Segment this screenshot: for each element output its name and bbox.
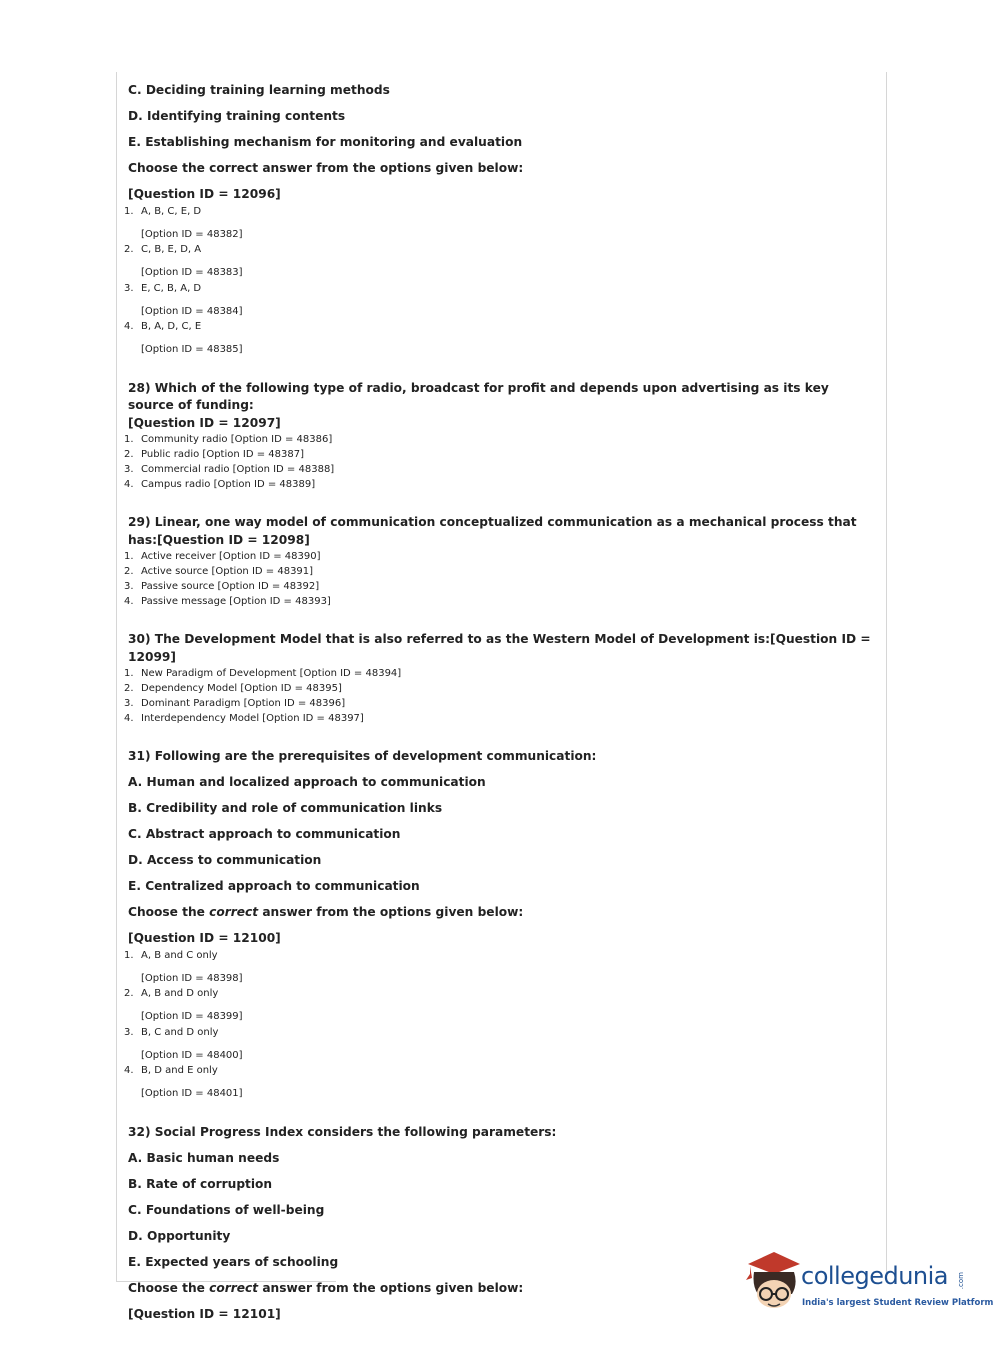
statement: C. Abstract approach to communication [128, 827, 401, 841]
logo-wordmark: collegedunia [801, 1262, 949, 1290]
question-id: [Question ID = 12097] [128, 415, 281, 430]
cap-tassel [746, 1266, 752, 1280]
option-id: [Option ID = 48398] [141, 972, 243, 984]
option: 4. Interdependency Model [Option ID = 48397] [124, 713, 364, 724]
question-31 [124, 748, 873, 1102]
option: 3. Dominant Paradigm [Option ID = 48396] [124, 698, 346, 709]
instruction: Choose the correct answer from the options given below: [128, 1280, 524, 1295]
question-text: 29) Linear, one way model of communication conceptualized communication as a mechanical process that has:[Question ID = 12098] [128, 515, 857, 547]
option-id: [Option ID = 48401] [141, 1088, 243, 1099]
option: 3. Passive source [Option ID = 48392] [124, 581, 320, 592]
option: 4. Passive message [Option ID = 48393] [124, 596, 331, 607]
question-id: [Question ID = 12100] [128, 931, 281, 945]
option-id: [Option ID = 48399] [141, 1011, 243, 1022]
option: 1. A, B and C only [Option ID = 48398] [124, 948, 873, 987]
options-list [124, 549, 873, 609]
question-30 [124, 631, 873, 726]
question-28 [124, 380, 873, 493]
question-text: 30) The Development Model that is also referred to as the Western Model of Development is:[Question ID = 12099] [128, 632, 871, 664]
option: 1. Active receiver [Option ID = 48390] [124, 551, 321, 562]
document-content [124, 82, 873, 1323]
question-text: 32) Social Progress Index considers the following parameters: [128, 1124, 557, 1139]
option-id: [Option ID = 48384] [141, 305, 243, 317]
statement: D. Identifying training contents [128, 109, 346, 123]
question-id: [Question ID = 12096] [128, 187, 281, 201]
options-list [124, 204, 873, 358]
option: 4. B, A, D, C, E [Option ID = 48385] [124, 319, 873, 358]
question-text: 28) Which of the following type of radio, broadcast for profit and depends upon advertising as its key source of funding: [128, 380, 829, 412]
statement: B. Rate of corruption [128, 1176, 273, 1191]
option: 1. A, B, C, E, D [Option ID = 48382] [124, 204, 873, 243]
option: 1. New Paradigm of Development [Option ID = 48394] [124, 668, 402, 679]
option: 2. C, B, E, D, A [Option ID = 48383] [124, 242, 873, 281]
option-id: [Option ID = 48382] [141, 228, 243, 240]
options-list [124, 666, 873, 726]
option: 4. Campus radio [Option ID = 48389] [124, 479, 316, 490]
option: 3. Commercial radio [Option ID = 48388] [124, 464, 335, 475]
statement: A. Human and localized approach to communication [128, 775, 486, 789]
question-id: [Question ID = 12101] [128, 1306, 281, 1321]
option: 2. Public radio [Option ID = 48387] [124, 449, 304, 460]
option: 2. Dependency Model [Option ID = 48395] [124, 683, 342, 694]
option: 2. Active source [Option ID = 48391] [124, 566, 314, 577]
option: 2. A, B and D only [Option ID = 48399] [124, 986, 873, 1025]
question-27-tail [124, 82, 873, 358]
statement: E. Centralized approach to communication [128, 879, 420, 893]
logo-suffix: .com [957, 1272, 965, 1290]
option: 4. B, D and E only [Option ID = 48401] [124, 1063, 873, 1102]
option: 3. B, C and D only [Option ID = 48400] [124, 1025, 873, 1064]
statement: E. Expected years of schooling [128, 1254, 339, 1269]
options-list [124, 432, 873, 492]
question-29 [124, 514, 873, 609]
statement: D. Opportunity [128, 1228, 231, 1243]
statement: B. Credibility and role of communication links [128, 801, 443, 815]
option: 3. E, C, B, A, D [Option ID = 48384] [124, 281, 873, 320]
logo-tagline: India's largest Student Review Platform [802, 1298, 994, 1308]
option-id: [Option ID = 48400] [141, 1049, 243, 1061]
statement: D. Access to communication [128, 853, 322, 867]
option: 1. Community radio [Option ID = 48386] [124, 434, 333, 445]
statement: C. Deciding training learning methods [128, 83, 390, 97]
instruction: Choose the correct answer from the options given below: [128, 161, 524, 175]
cap-top [748, 1252, 800, 1274]
instruction: Choose the correct answer from the options given below: [128, 905, 524, 919]
option-id: [Option ID = 48385] [141, 344, 243, 355]
statement: C. Foundations of well-being [128, 1202, 325, 1217]
options-list [124, 948, 873, 1102]
question-text: 31) Following are the prerequisites of development communication: [128, 749, 597, 763]
statement: E. Establishing mechanism for monitoring and evaluation [128, 135, 523, 149]
statement: A. Basic human needs [128, 1150, 280, 1165]
option-id: [Option ID = 48383] [141, 267, 243, 278]
